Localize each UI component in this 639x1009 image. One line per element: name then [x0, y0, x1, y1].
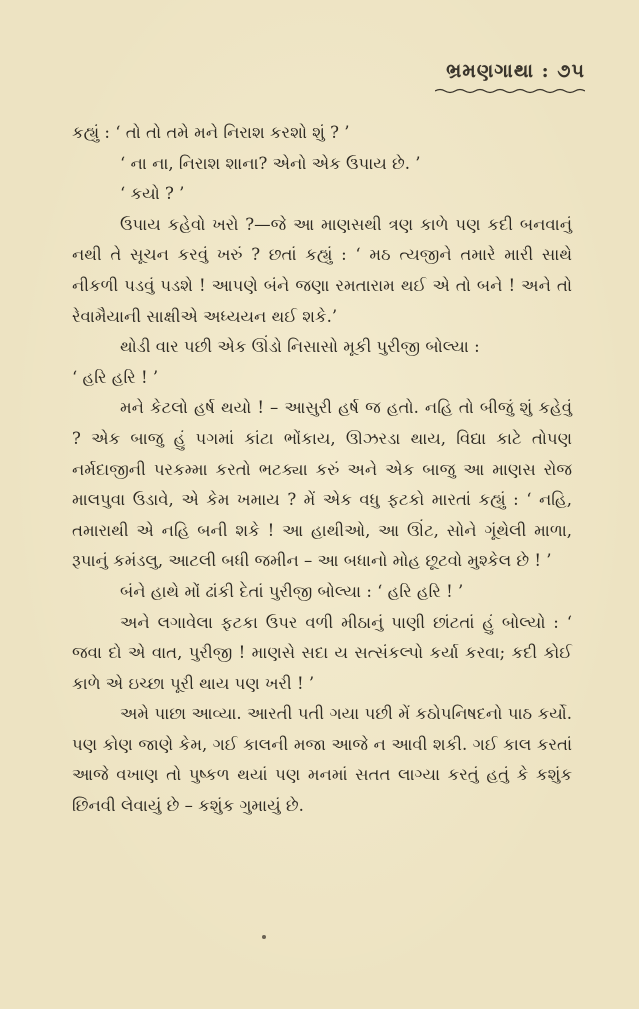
paragraph: મને કેટલો હર્ષ થયો ! – આસુરી હર્ષ જ હતો. નહિ તો બીજું શું કહેવું ? એક બાજુ હું પગમાં કાંટા ભોંકાય, ઊઝરડા થાય, વિદ્યા કાટે તોપણ નર્મદાજીની પરકમ્મા કરતો ભટક્યા કરું અને એક બાજુ આ માણસ રોજ માલપુવા ઉડાવે, એ કેમ ખમાય ? મેં એક વધુ ફટકો મારતાં કહ્યું : ‘ નહિ, તમારાથી એ નહિ બની શકે ! આ હાથીઓ, આ ઊંટ, સોને ગૂંથેલી માળા, રૂપાનું કમંડલુ, આટલી બધી જમીન – આ બધાનો મોહ છૂટવો મુશ્કેલ છે ! ’	[72, 398, 572, 571]
paragraph: ‘ ના ના, નિરાશ શાના? એનો એક ઉપાય છે. ’	[120, 153, 421, 173]
paragraph: કહ્યું : ‘ તો તો તમે મને નિરાશ કરશો શું ? ’	[72, 123, 350, 142]
paragraph: થોડી વાર પછી એક ઊંડો નિસાસો મૂકી પુરીજી બોલ્યા :	[120, 337, 480, 357]
paragraph: ‘ કયો ? ’	[120, 184, 185, 204]
body-text	[72, 118, 572, 822]
ink-speck	[262, 935, 266, 939]
paragraph: અને લગાવેલા ફટકા ઉપર વળી મીઠાનું પાણી છાંટતાં હું બોલ્યો : ‘ જવા દો એ વાત, પુરીજી ! માણસે સદા ય સત્સંકલ્પો કર્યા કરવા; કદી કોઈ કાળે એ ઇચ્છા પૂરી થાય પણ ખરી ! ’	[72, 612, 572, 693]
paragraph: અમે પાછા આવ્યા. આરતી પતી ગયા પછી મેં કઠોપનિષદનો પાઠ કર્યો. પણ કોણ જાણે કેમ, ગઈ કાલની મજા આજે ન આવી શકી. ગઈ કાલ કરતાં આજે વખાણ તો પુષ્કળ થયાં પણ મનમાં સતત લાગ્યા કરતું હતું કે કશુંક છિનવી લેવાયું છે – કશુંક ગુમાયું છે.	[72, 704, 572, 816]
paragraph: ઉપાય કહેવો ખરો ?—જે આ માણસથી ત્રણ કાળે પણ કદી બનવાનું નથી તે સૂચન કરવું ખરું ? છતાં કહ્યું : ‘ મઠ ત્યજીને તમારે મારી સાથે નીકળી પડવું પડશે ! આપણે બંને જણા રમતારામ થઈ એ તો બને ! અને તો રેવામૈયાની સાક્ષીએ અધ્યયન થઈ શકે.’	[72, 214, 572, 326]
paragraph: ‘ હરિ હરિ ! ’	[72, 367, 159, 387]
paragraph: બંને હાથે મોં ઢાંકી દેતાં પુરીજી બોલ્યા : ‘ હરિ હરિ ! ’	[120, 581, 464, 601]
header-wavy-rule	[435, 88, 585, 94]
running-header: ભ્રમણગાથા : ૭૫	[446, 60, 585, 82]
